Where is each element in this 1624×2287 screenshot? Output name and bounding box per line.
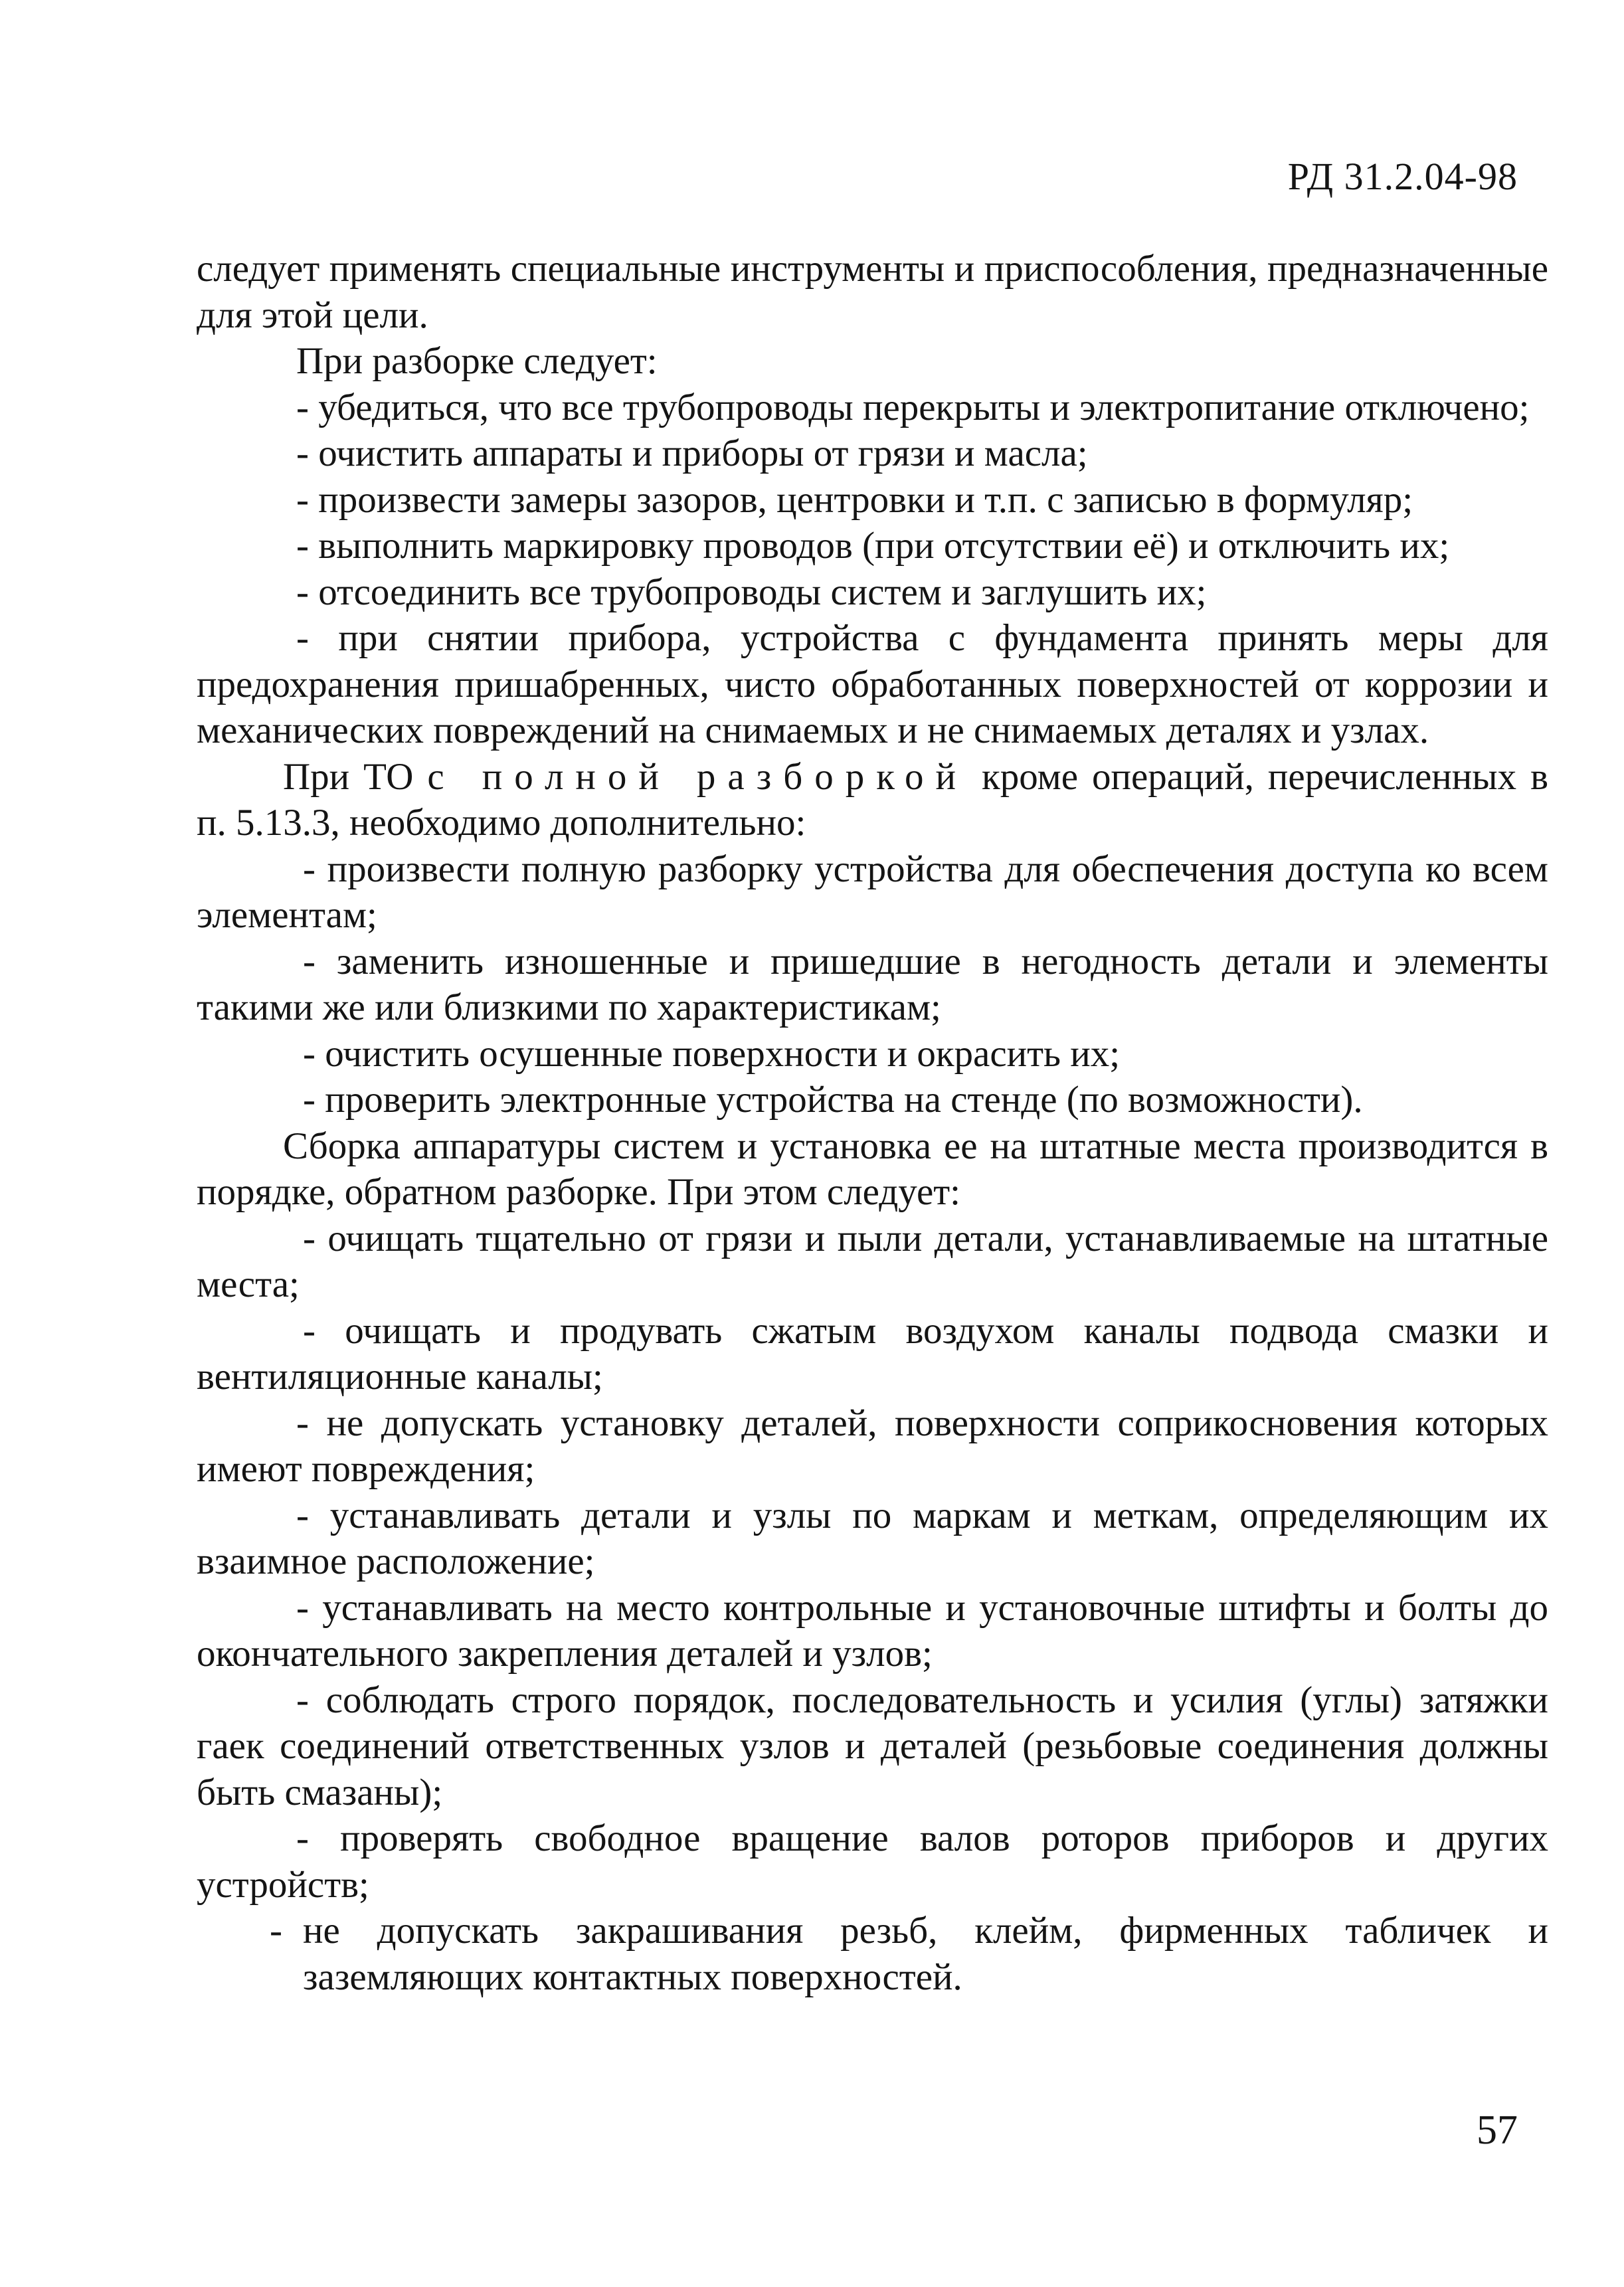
list-item: - не допускать установку деталей, поверхности соприкосновения которых имеют повреждения;	[197, 1402, 1548, 1490]
full-disassembly-prefix: При ТО	[283, 755, 414, 798]
list-item: - отсоединить все трубопроводы систем и заглушить их;	[296, 571, 1207, 613]
list-item: - очищать и продувать сжатым воздухом каналы подвода смазки и вентиляционные каналы;	[197, 1309, 1548, 1398]
list-item-last-text: не допускать закрашивания резьб, клейм, фирменных табличек и заземляющих контактных поверхностей.	[303, 1910, 1548, 1998]
page-number: 57	[1477, 2108, 1518, 2153]
list-item: - проверять свободное вращение валов роторов приборов и других устройств;	[197, 1817, 1548, 1906]
paragraph-full-disassembly	[197, 754, 1548, 846]
list-item: - очистить аппараты и приборы от грязи и масла;	[296, 432, 1088, 474]
body-text	[197, 246, 1548, 2000]
list-item: - устанавливать на место контрольные и установочные штифты и болты до окончательного закрепления деталей и узлов;	[197, 1586, 1548, 1675]
list-item: - соблюдать строго порядок, последовательность и усилия (углы) затяжки гаек соединений ответственных узлов и деталей (резьбовые соединения должны быть смазаны);	[197, 1679, 1548, 1813]
list-item: - произвести замеры зазоров, центровки и т.п. с записью в формуляр;	[296, 478, 1413, 521]
full-disassembly-suffix: кроме операций, перечисленных в п. 5.13.3, необходимо дополнительно:	[197, 755, 1548, 844]
paragraph-disassembly-intro: При разборке следует:	[296, 340, 658, 382]
list-item: - произвести полную разборку устройства для обеспечения доступа ко всем элементам;	[197, 848, 1548, 936]
paragraph-tools: следует применять специальные инструменты и приспособления, предназначенные для этой цели.	[197, 248, 1548, 336]
list-dash: -	[270, 1910, 282, 1952]
list-item-last	[197, 1908, 1548, 2000]
full-disassembly-emphasis: с полной разборкой	[427, 755, 968, 798]
list-item: - убедиться, что все трубопроводы перекрыты и электропитание отключено;	[296, 386, 1530, 428]
list-item: - устанавливать детали и узлы по маркам и меткам, определяющим их взаимное расположение;	[197, 1494, 1548, 1582]
document-code: РД 31.2.04-98	[1287, 155, 1518, 198]
list-item: - при снятии прибора, устройства с фундамента принять меры для предохранения пришабренных, чисто обработанных поверхностей от коррозии и механических повреждений на снимаемых и не снимаемых деталях и узлах.	[197, 617, 1548, 751]
list-item: - проверить электронные устройства на стенде (по возможности).	[303, 1079, 1363, 1121]
paragraph-assembly-intro: Сборка аппаратуры систем и установка ее на штатные места производится в порядке, обратном разборке. При этом следует:	[197, 1125, 1548, 1213]
list-item: - заменить изношенные и пришедшие в негодность детали и элементы такими же или близкими по характеристикам;	[197, 940, 1548, 1028]
list-item: - выполнить маркировку проводов (при отсутствии её) и отключить их;	[296, 525, 1450, 567]
list-item: - очистить осушенные поверхности и окрасить их;	[303, 1032, 1121, 1075]
list-item: - очищать тщательно от грязи и пыли детали, устанавливаемые на штатные места;	[197, 1217, 1548, 1305]
